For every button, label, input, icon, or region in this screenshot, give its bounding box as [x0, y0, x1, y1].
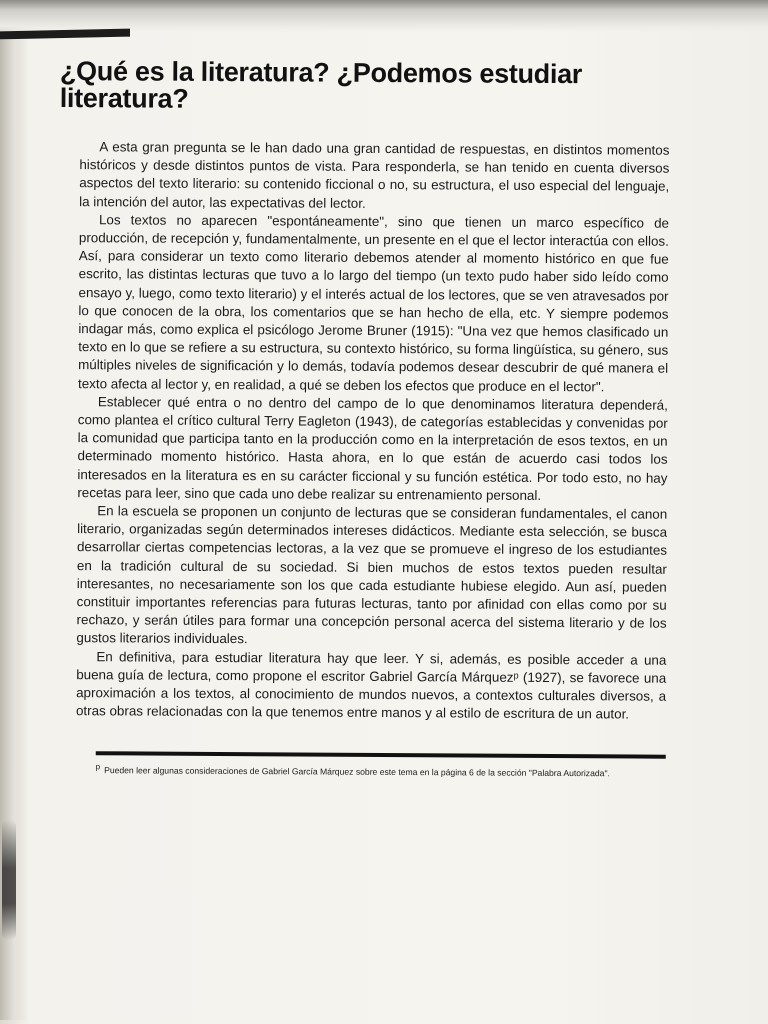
footnote [96, 761, 666, 779]
page-content [56, 58, 676, 779]
paragraph-2: Los textos no aparecen "espontáneamente", sino que tienen un marco específico de producción, de recepción y, fundamentalmente, un presente en el que el lector interactúa con ellos. Así, para considerar un texto como literario debemos atender al momento histórico en que fue escrito, las distintas lecturas que tuvo a lo largo del tiempo (un texto pudo haber sido leído como ensayo y, luego, como texto literario) y el interés actual de los lectores, que se ven atravesados por lo que conocen de la obra, los comentarios que se han hecho de ella, etc. Y siempre podemos indagar más, como explica el psicólogo Jerome Bruner (1915): "Una vez que hemos clasificado un texto en lo que se refiere a su estructura, su contexto histórico, su forma lingüística, su género, sus múltiples niveles de significación y lo demás, todavía podemos desear descubrir de qué manera el texto afecta al lector y, en realidad, a qué se deben los efectos que produce en el lector". [77, 212, 670, 394]
paragraph-5: En definitiva, para estudiar literatura hay que leer. Y si, además, es posible acceder a una buena guía de lectura, como propone el escritor Gabriel García Márquezᵖ (1927), se favorece una aproximación a los textos, al conocimiento de mundos nuevos, a contextos culturales diversos, a otras obras relacionadas con la que tenemos entre manos y al estilo de escritura de un autor. [75, 648, 667, 722]
footnote-text: Pueden leer algunas consideraciones de Gabriel García Márquez sobre este tema en la página 6 de la sección "Palabra Autorizada". [104, 764, 610, 778]
header-bar-decoration [0, 29, 130, 40]
footnote-marker: p [95, 761, 101, 771]
binding-mark [2, 820, 16, 940]
paragraph-1: A esta gran pregunta se le han dado una gran cantidad de respuestas, en distintos momentos históricos y desde distintos puntos de vista. Para responderla, se han tenido en cuenta diversos aspectos del texto literario: su contenido ficcional o no, su estructura, el uso especial del lenguaje, la intención del autor, las expectativas del lector. [79, 139, 670, 211]
body-text [76, 138, 670, 724]
section-title: ¿Qué es la literatura? ¿Podemos estudiar literatura? [59, 56, 583, 114]
paragraph-4: En la escuela se proponen un conjunto de lecturas que se consideran fundamentales, el canon literario, organizadas según determinados intereses didácticos. Mediante esta selección, se busca desarrollar ciertas competencias lectoras, a la vez que se promueve el ingreso de los estudiantes en la tradición cultural de su sociedad. Si bien muchos de estos textos pueden resultar interesantes, no necesariamente son los que cada estudiante hubiese elegido. Aun así, pueden constituir importantes referencias para futuras lecturas, tanto por afinidad con ellas como por su rechazo, y serán útiles para formar una concepción personal acerca del sistema literario y de los gustos literarios individuales. [76, 503, 668, 647]
page-top-edge-shadow [0, 0, 768, 32]
paragraph-3: Establecer qué entra o no dentro del campo de lo que denominamos literatura dependerá, como plantea el crítico cultural Terry Eagleton (1943), de categorías establecidas y convenidas por la comunidad que participa tanto en la producción como en la interpretación de esos textos, en un determinado momento histórico. Hasta ahora, en lo que están de acuerdo casi todos los interesados en la literatura es en su carácter ficcional y su función estética. Por todo esto, no hay recetas para leer, sino que cada uno debe realizar su entrenamiento personal. [77, 394, 668, 503]
footnote-divider [96, 751, 666, 758]
